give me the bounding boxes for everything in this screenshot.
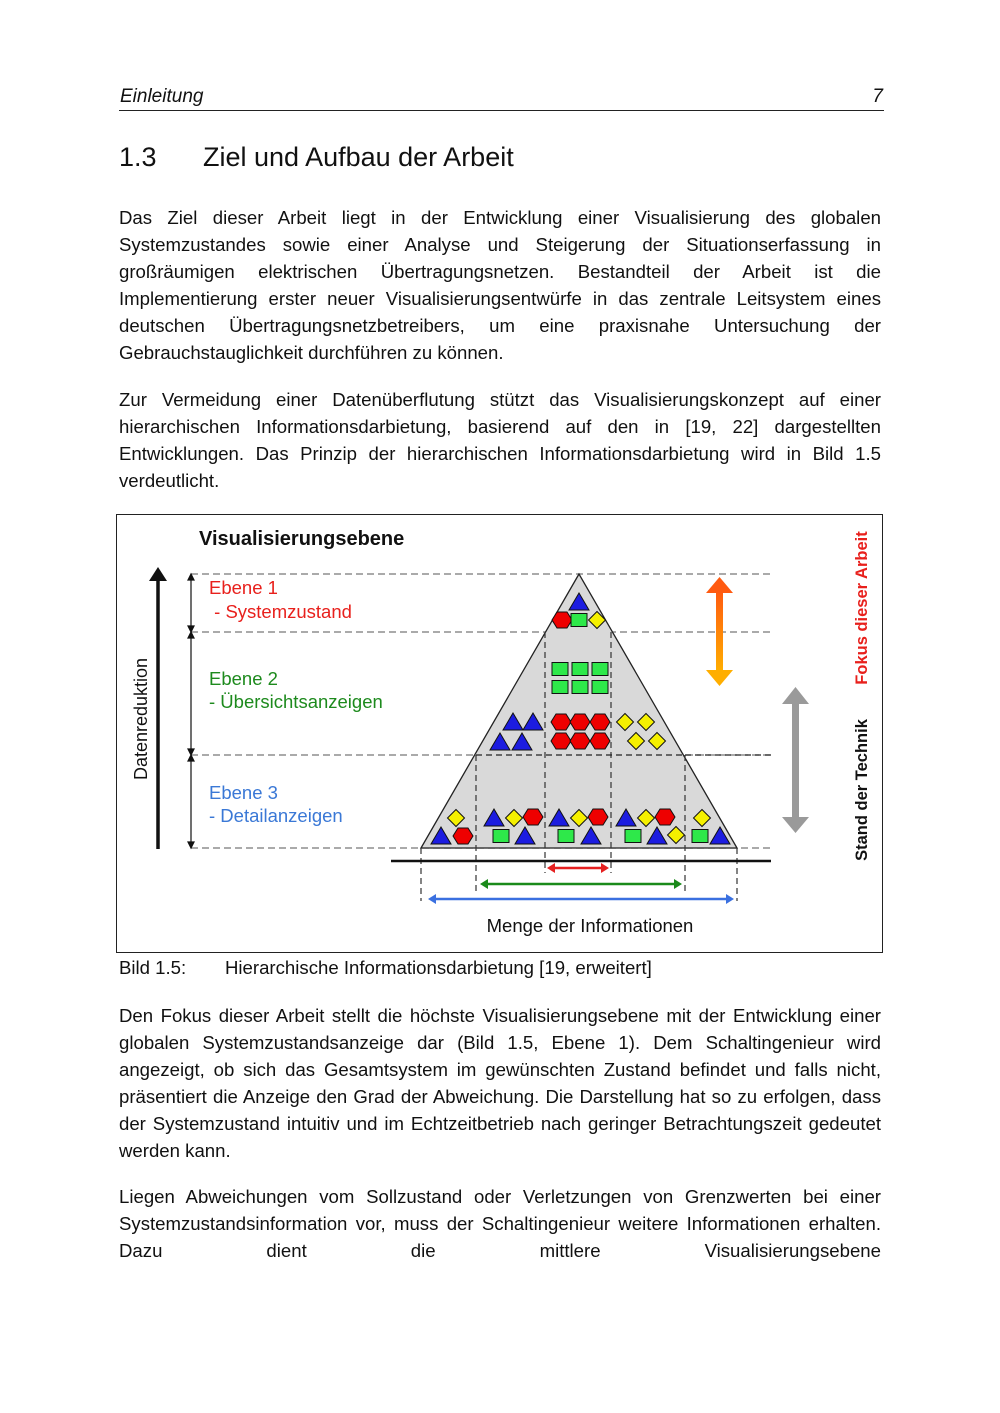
paragraph-4: Liegen Abweichungen vom Sollzustand oder Verletzungen von Grenzwerten bei einer Systemzustandsinformation vor, muss der Schaltingenieur weitere Informationen erhalten. Dazu dient die mittlere Visualisierungsebene — [119, 1186, 881, 1261]
running-header-title: Einleitung — [120, 86, 204, 107]
page-header — [119, 84, 884, 111]
section-number: 1.3 — [119, 142, 157, 172]
paragraph-2: Zur Vermeidung einer Datenüberflutung stützt das Visualisierungskonzept auf einer hierarchischen Informationsdarbietung, basierend auf den in [19, 22] dargestellten Entwicklungen. Das Prinzip der hierarchischen Informationsdarbietung wird in Bild 1.5 verdeutlicht. — [119, 389, 881, 491]
paragraph-1: Das Ziel dieser Arbeit liegt in der Entwicklung einer Visualisierung des globalen Systemzustandes sowie einer Analyse und Steigerung der Situationserfassung in großräumigen elektrischen Übertragungsnetzen. Bestandteil der Arbeit ist die Implementierung erster neuer Visualisierungsentwürfe in das zentrale Leitsystem eines deutschen Übertragungsnetzbetreibers, um eine praxisnahe Untersuchung der Gebrauchstauglichkeit durchführen zu können. — [119, 207, 881, 363]
caption-text: Hierarchische Informationsdarbietung [19, erweitert] — [225, 957, 652, 978]
level-3-desc: - Detailanzeigen — [209, 805, 343, 826]
focus-label: Fokus dieser Arbeit — [853, 531, 871, 685]
figure-hierarchical-information — [116, 514, 883, 953]
page-number: 7 — [872, 86, 883, 107]
level-3-name: Ebene 3 — [209, 782, 278, 803]
caption-label: Bild 1.5: — [119, 957, 187, 978]
section-title: Ziel und Aufbau der Arbeit — [203, 142, 514, 172]
axis-label: Datenreduktion — [131, 657, 151, 781]
level-1-desc: - Systemzustand — [209, 601, 352, 622]
arrow-up-icon — [149, 567, 167, 581]
pyramid-diagram — [117, 515, 884, 954]
state-of-art-label: Stand der Technik — [853, 719, 871, 861]
level-2-desc: - Übersichtsanzeigen — [209, 691, 383, 712]
level-2-name: Ebene 2 — [209, 668, 278, 689]
focus-arrow — [716, 591, 723, 671]
level-1-name: Ebene 1 — [209, 577, 278, 598]
paragraph-3: Den Fokus dieser Arbeit stellt die höchste Visualisierungsebene mit der Entwicklung einer globalen Systemzustandsanzeige dar (Bild 1.5, Ebene 1). Dem Schaltingenieur wird angezeigt, ob sich das Gesamtsystem im gewünschten Zustand befindet und falls nicht, präsentiert die Anzeige den Grad der Abweichung. Die Darstellung hat so zu erfolgen, dass der Systemzustand intuitiv und im Echtzeitbetrieb nach geringer Betrachtungszeit gedeutet werden kann. — [119, 1005, 881, 1161]
state-of-art-arrow — [792, 703, 799, 818]
figure-title: Visualisierungsebene — [199, 528, 405, 550]
figure-caption — [119, 957, 652, 979]
section-heading — [119, 142, 514, 173]
information-quantity-label: Menge der Informationen — [486, 915, 694, 936]
